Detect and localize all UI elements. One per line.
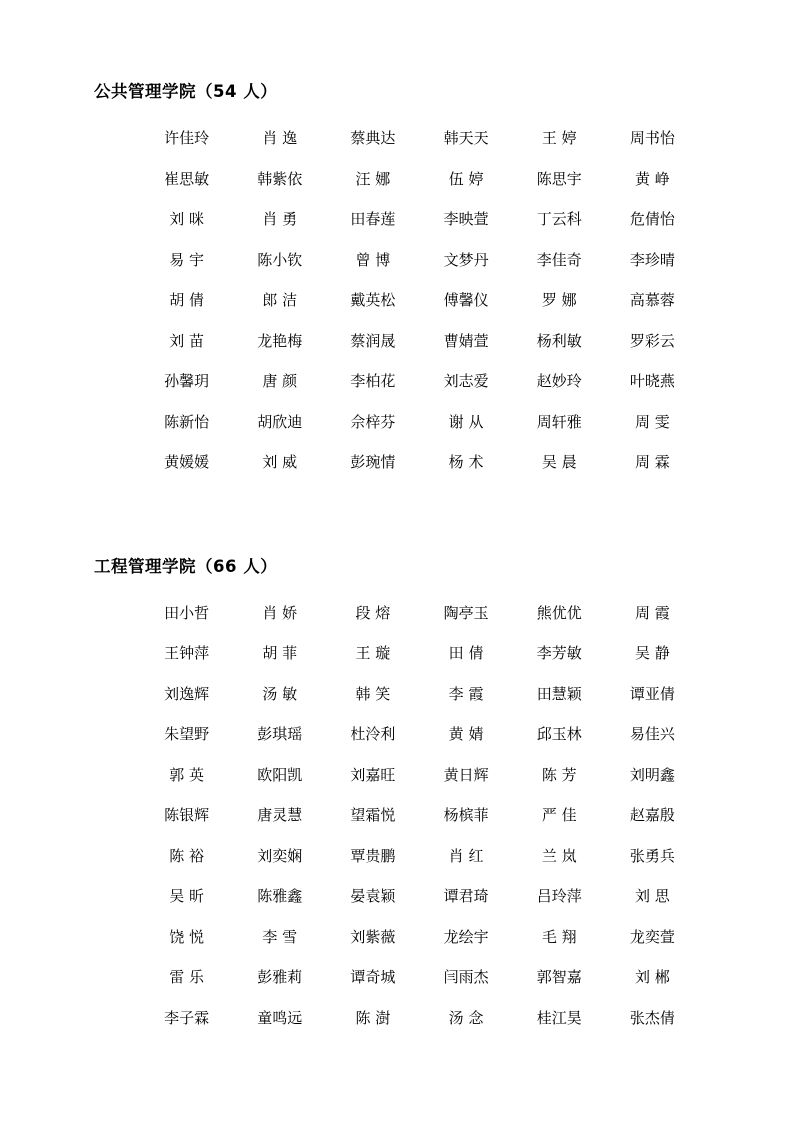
name-cell: 文梦丹 <box>443 250 489 269</box>
name-cell: 唐 颜 <box>262 372 298 390</box>
name-cell: 蔡润晟 <box>350 331 396 350</box>
name-cell: 陈 裕 <box>169 846 204 865</box>
name-cell: 刘 威 <box>262 453 298 471</box>
name-cell: 韩 笑 <box>355 684 391 703</box>
name-cell: 毛 翔 <box>541 927 577 946</box>
name-cell: 周 霞 <box>635 603 670 622</box>
name-cell: 佘梓芬 <box>350 412 396 431</box>
section-public-administration <box>94 78 703 483</box>
name-cell: 饶 悦 <box>169 927 204 946</box>
name-cell: 龙艳梅 <box>257 331 303 350</box>
name-cell: 崔思敏 <box>164 169 210 188</box>
name-cell: 易 宇 <box>169 250 204 269</box>
name-cell: 彭琪瑶 <box>257 725 303 743</box>
name-cell: 李 雪 <box>262 927 298 946</box>
name-cell: 王 婷 <box>541 129 577 147</box>
name-cell: 韩天天 <box>443 129 489 147</box>
name-grid <box>94 593 703 1039</box>
name-cell: 危倩怡 <box>629 210 675 228</box>
name-cell: 龙奕萱 <box>629 927 675 946</box>
name-cell: 邱玉林 <box>536 725 582 743</box>
name-cell: 黄媛媛 <box>164 453 210 471</box>
name-cell: 周 霖 <box>635 453 670 471</box>
name-cell: 汪 娜 <box>355 169 391 188</box>
name-cell: 田春莲 <box>350 210 396 228</box>
name-cell: 周轩雅 <box>536 412 582 431</box>
name-cell: 田小哲 <box>164 603 210 622</box>
name-cell: 罗 娜 <box>541 291 577 309</box>
name-cell: 彭琬情 <box>350 453 396 471</box>
name-cell: 段 熔 <box>355 603 391 622</box>
name-cell: 许佳玲 <box>164 129 210 147</box>
name-cell: 陈雅鑫 <box>257 887 303 905</box>
name-cell: 熊优优 <box>536 603 582 622</box>
name-cell: 杜泠利 <box>350 725 396 743</box>
name-cell: 刘 郴 <box>635 968 670 986</box>
name-cell: 黄 婧 <box>448 725 484 743</box>
name-cell: 赵嘉殷 <box>629 806 675 824</box>
name-cell: 刘明鑫 <box>629 765 675 784</box>
name-cell: 田 倩 <box>448 644 484 662</box>
name-cell: 丁云科 <box>536 210 582 228</box>
name-cell: 周书怡 <box>629 129 675 147</box>
section-engineering-management <box>94 553 703 1039</box>
name-cell: 肖 勇 <box>262 210 298 228</box>
name-cell: 朱望野 <box>164 725 210 743</box>
name-cell: 赵妙玲 <box>536 372 582 390</box>
name-cell: 龙绘宇 <box>443 927 489 946</box>
name-cell: 孙馨玥 <box>164 372 210 390</box>
name-cell: 陶亭玉 <box>443 603 489 622</box>
name-cell: 李柏花 <box>350 372 396 390</box>
name-grid <box>94 118 703 483</box>
name-cell: 吕玲萍 <box>536 887 582 905</box>
name-cell: 黄 峥 <box>635 169 670 188</box>
name-cell: 晏袁颖 <box>350 887 396 905</box>
name-cell: 谭君琦 <box>443 887 489 905</box>
name-cell: 高慕蓉 <box>629 291 675 309</box>
name-cell: 吴 静 <box>635 644 670 662</box>
name-cell: 陈思宇 <box>536 169 582 188</box>
name-cell: 郭 英 <box>169 765 204 784</box>
name-cell: 胡 倩 <box>169 291 204 309</box>
name-cell: 兰 岚 <box>541 846 577 865</box>
name-cell: 李子霖 <box>164 1008 210 1027</box>
name-cell: 刘逸辉 <box>164 684 210 703</box>
name-cell: 刘嘉旺 <box>350 765 396 784</box>
name-cell: 杨槟菲 <box>443 806 489 824</box>
name-cell: 傅馨仪 <box>443 291 489 309</box>
name-cell: 李佳奇 <box>536 250 582 269</box>
name-cell: 望霜悦 <box>350 806 396 824</box>
name-cell: 谭亚倩 <box>629 684 675 703</box>
name-cell: 杨 术 <box>448 453 484 471</box>
name-cell: 胡欣迪 <box>257 412 303 431</box>
name-cell: 刘志爱 <box>443 372 489 390</box>
name-cell: 胡 菲 <box>262 644 298 662</box>
section-title: 工程管理学院（66 人） <box>94 556 278 576</box>
section-title: 公共管理学院（54 人） <box>94 82 278 101</box>
name-cell: 罗彩云 <box>629 331 675 350</box>
name-cell: 张杰倩 <box>629 1008 675 1027</box>
name-cell: 陈小钦 <box>257 250 303 269</box>
name-cell: 伍 婷 <box>448 169 484 188</box>
name-cell: 刘奕娴 <box>257 846 303 865</box>
name-cell: 刘紫薇 <box>350 927 396 946</box>
name-cell: 欧阳凯 <box>257 765 303 784</box>
name-cell: 闫雨杰 <box>443 968 489 986</box>
name-cell: 李 霞 <box>448 684 484 703</box>
name-cell: 陈银辉 <box>164 806 210 824</box>
name-cell: 郎 洁 <box>262 291 298 309</box>
name-cell: 李映萱 <box>443 210 489 228</box>
name-cell: 雷 乐 <box>169 968 204 986</box>
name-cell: 陈 芳 <box>541 765 577 784</box>
name-cell: 吴 昕 <box>169 887 204 905</box>
name-cell: 戴英松 <box>350 291 396 309</box>
name-cell: 叶晓燕 <box>629 372 675 390</box>
name-cell: 杨利敏 <box>536 331 582 350</box>
name-cell: 田慧颖 <box>536 684 582 703</box>
name-cell: 谭奇城 <box>350 968 396 986</box>
section-spacer <box>94 493 703 553</box>
name-cell: 覃贵鹏 <box>350 846 396 865</box>
name-cell: 周 雯 <box>635 412 670 431</box>
name-cell: 王 璇 <box>355 644 391 662</box>
name-cell: 刘 苗 <box>169 331 204 350</box>
name-cell: 李珍晴 <box>629 250 675 269</box>
name-cell: 谢 从 <box>448 412 484 431</box>
name-cell: 肖 娇 <box>262 603 298 622</box>
name-cell: 汤 敏 <box>262 684 298 703</box>
name-cell: 汤 念 <box>448 1008 484 1027</box>
name-cell: 吴 晨 <box>541 453 577 471</box>
name-cell: 刘 咪 <box>169 210 204 228</box>
name-cell: 易佳兴 <box>629 725 675 743</box>
name-cell: 桂江昊 <box>536 1008 582 1027</box>
name-cell: 蔡典达 <box>350 129 396 147</box>
name-cell: 彭雅莉 <box>257 968 303 986</box>
name-cell: 童鸣远 <box>257 1008 303 1027</box>
name-cell: 刘 思 <box>635 887 670 905</box>
name-cell: 曹婧萱 <box>443 331 489 350</box>
name-cell: 陈 澍 <box>355 1008 391 1027</box>
name-cell: 肖 红 <box>448 846 484 865</box>
name-cell: 李芳敏 <box>536 644 582 662</box>
name-cell: 王钟萍 <box>164 644 210 662</box>
name-cell: 严 佳 <box>541 806 577 824</box>
name-cell: 陈新怡 <box>164 412 210 431</box>
name-cell: 曾 博 <box>355 250 391 269</box>
name-cell: 张勇兵 <box>629 846 675 865</box>
name-cell: 肖 逸 <box>262 129 298 147</box>
name-cell: 郭智嘉 <box>536 968 582 986</box>
name-cell: 黄日辉 <box>443 765 489 784</box>
name-cell: 韩紫依 <box>257 169 303 188</box>
name-cell: 唐灵慧 <box>257 806 303 824</box>
